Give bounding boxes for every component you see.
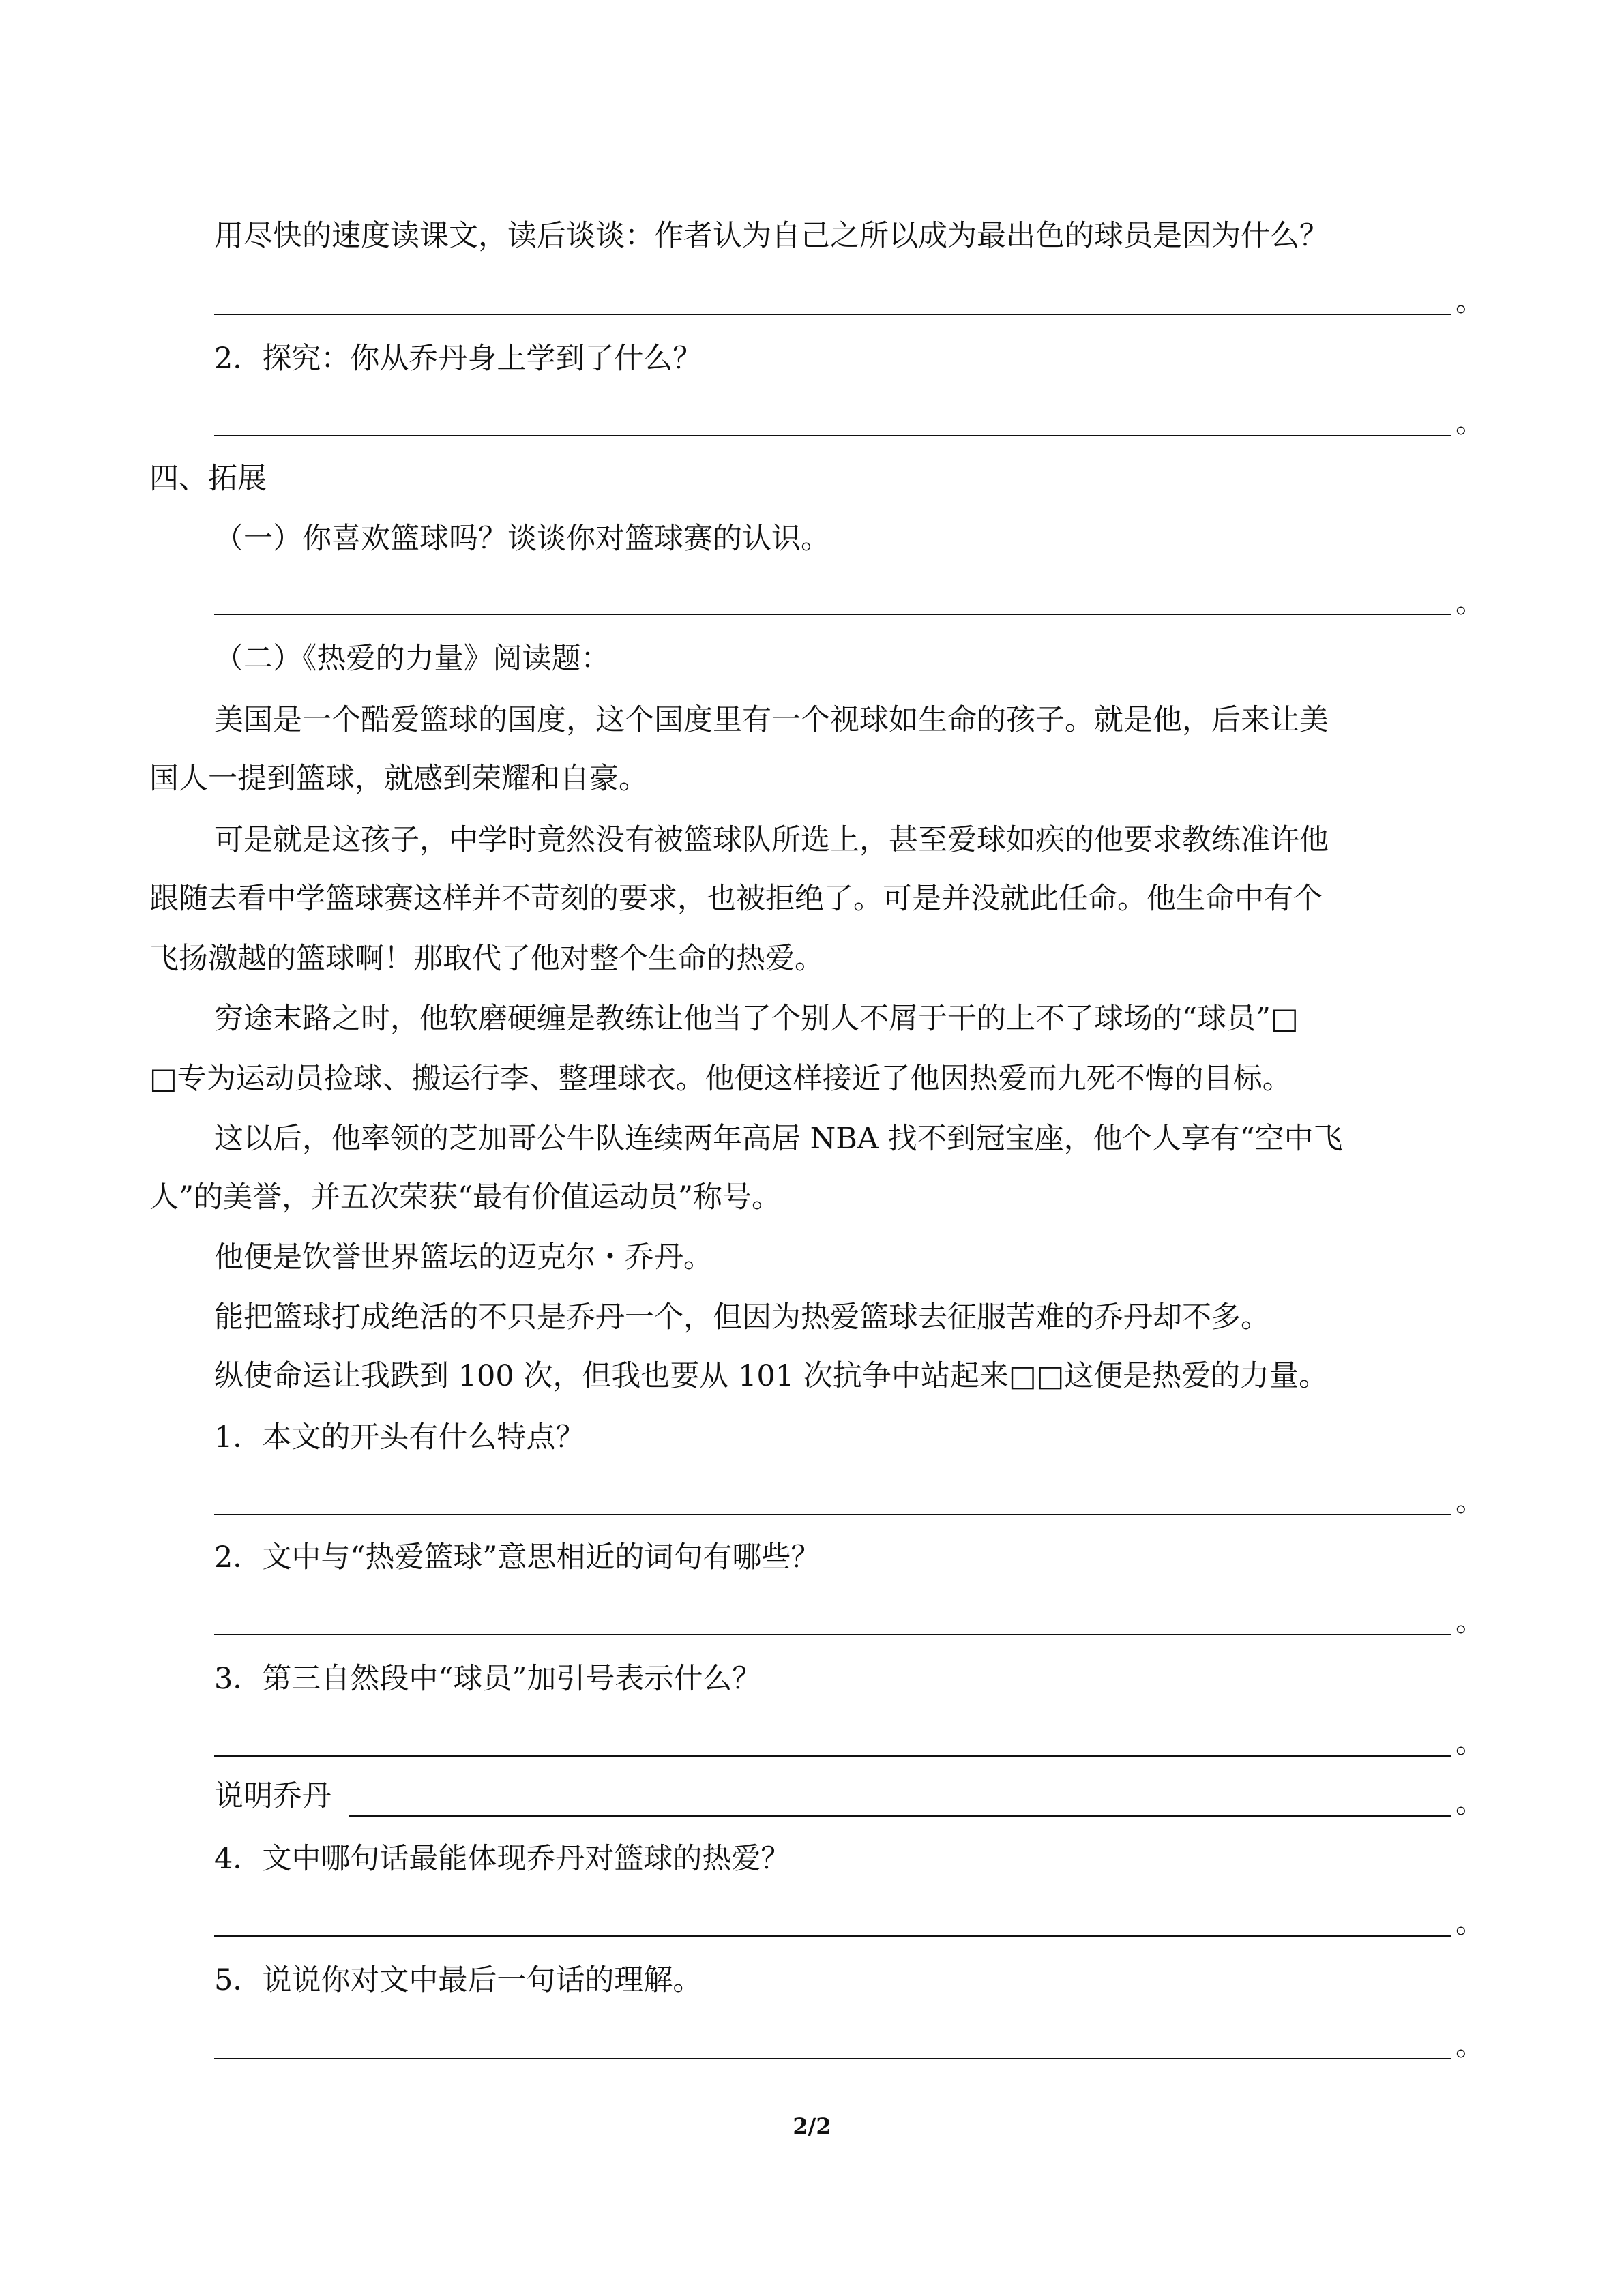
question-explore: 2．探究：你从乔丹身上学到了什么？: [214, 342, 703, 376]
passage-line: 纵使命运让我跌到 100 次，但我也要从 101 次抗争中站起来□□这便是热爱的力量。: [214, 1359, 1329, 1393]
line-end-mark: 。: [1456, 586, 1485, 620]
answer-line[interactable]: [214, 614, 1451, 615]
passage-line: 可是就是这孩子，中学时竟然没有被篮球队所选上，甚至爱球如疾的他要求教练准许他: [214, 823, 1329, 857]
passage-line: 人”的美誉，并五次荣获“最有价值运动员”称号。: [149, 1180, 781, 1214]
answer-line[interactable]: [214, 1514, 1451, 1515]
explain-label: 说明乔丹: [214, 1779, 331, 1813]
passage-line: 他便是饮誉世界篮坛的迈克尔・乔丹。: [214, 1240, 713, 1274]
answer-line[interactable]: [214, 314, 1451, 315]
question-1: 1．本文的开头有什么特点？: [214, 1420, 585, 1455]
answer-line[interactable]: [349, 1815, 1451, 1817]
passage-line: 跟随去看中学篮球赛这样并不苛刻的要求，也被拒绝了。可是并没就此任命。他生命中有个: [149, 882, 1323, 916]
line-end-mark: 。: [1456, 1786, 1485, 1820]
line-end-mark: 。: [1456, 2029, 1485, 2063]
part-one-prompt: （一）你喜欢篮球吗？谈谈你对篮球赛的认识。: [214, 522, 830, 556]
passage-line: 美国是一个酷爱篮球的国度，这个国度里有一个视球如生命的孩子。就是他，后来让美: [214, 703, 1329, 737]
answer-line[interactable]: [214, 2058, 1451, 2059]
answer-line[interactable]: [214, 1755, 1451, 1757]
part-two-title: （二）《热爱的力量》阅读题：: [214, 642, 610, 676]
line-end-mark: 。: [1456, 1485, 1485, 1519]
line-end-mark: 。: [1456, 406, 1485, 440]
question-5: 5．说说你对文中最后一句话的理解。: [214, 1963, 703, 1997]
section-heading: 四、拓展: [149, 462, 267, 496]
line-end-mark: 。: [1456, 284, 1485, 318]
passage-line: 穷途末路之时，他软磨硬缠是教练让他当了个别人不屑于干的上不了球场的“球员”□: [214, 1002, 1299, 1036]
question-3: 3．第三自然段中“球员”加引号表示什么？: [214, 1662, 762, 1696]
question-2: 2．文中与“热爱篮球”意思相近的词句有哪些？: [214, 1540, 821, 1575]
line-end-mark: 。: [1456, 1906, 1485, 1940]
answer-line[interactable]: [214, 1634, 1451, 1635]
answer-line[interactable]: [214, 435, 1451, 436]
reading-instruction: 用尽快的速度读课文，读后谈谈：作者认为自己之所以成为最出色的球员是因为什么？: [214, 219, 1329, 253]
line-end-mark: 。: [1456, 1726, 1485, 1760]
page-number: 2/2: [793, 2113, 831, 2139]
passage-line: 飞扬激越的篮球啊！那取代了他对整个生命的热爱。: [149, 942, 824, 976]
passage-line: 这以后，他率领的芝加哥公牛队连续两年高居 NBA 找不到冠宝座，他个人享有“空中飞: [214, 1122, 1343, 1156]
passage-line: 国人一提到篮球，就感到荣耀和自豪。: [149, 762, 648, 796]
line-end-mark: 。: [1456, 1605, 1485, 1639]
passage-line: □专为运动员捡球、搬运行李、整理球衣。他便这样接近了他因热爱而九死不悔的目标。: [149, 1062, 1292, 1096]
answer-line[interactable]: [214, 1935, 1451, 1937]
passage-line: 能把篮球打成绝活的不只是乔丹一个，但因为热爱篮球去征服苦难的乔丹却不多。: [214, 1300, 1270, 1335]
question-4: 4．文中哪句话最能体现乔丹对篮球的热爱？: [214, 1842, 791, 1876]
